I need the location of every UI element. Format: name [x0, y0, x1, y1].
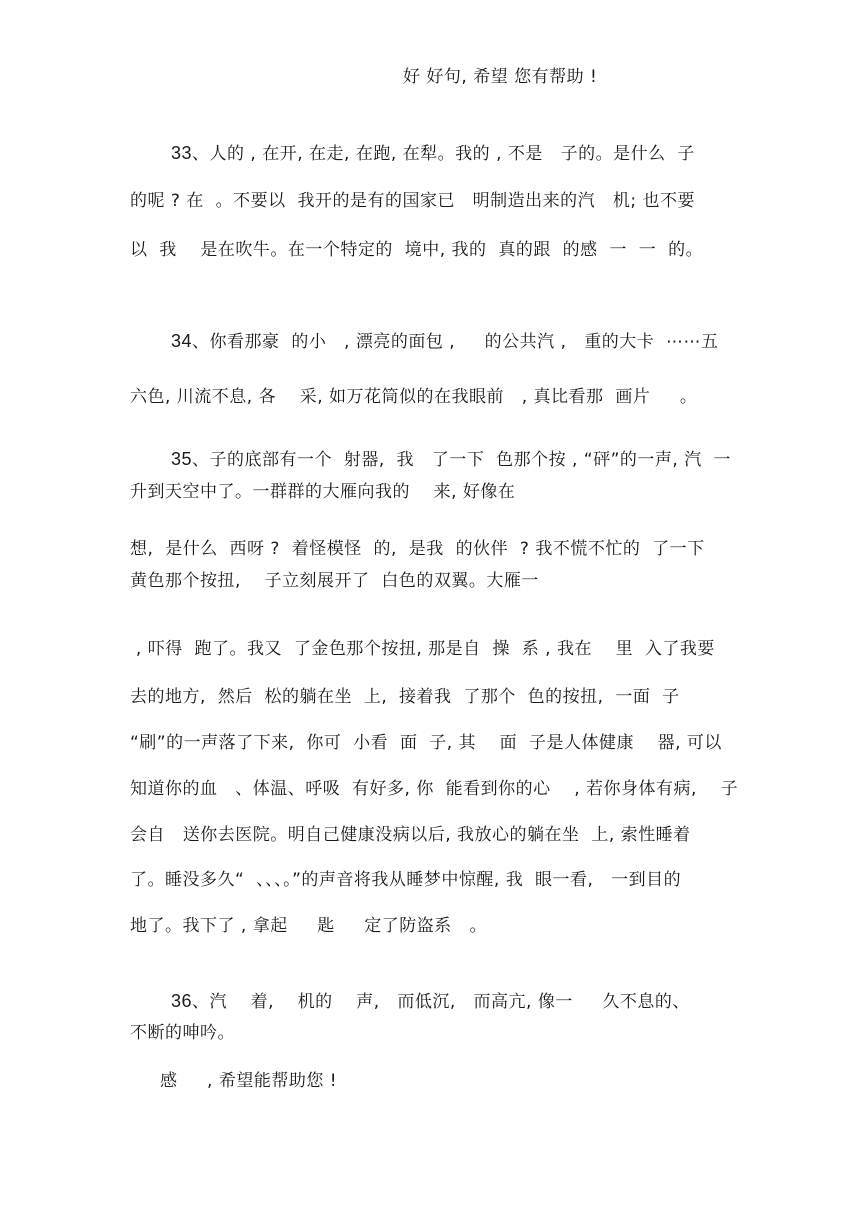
- paragraph-number: 34: [171, 331, 193, 351]
- paragraph-35-line-10: 了。睡没多久“ 、、、。”的声音将我从睡梦中惊醒, 我 眼一看, 一到目的: [130, 870, 682, 890]
- text-run: 、你看那豪 的小 , 漂亮的面包 , 的公共汽 , 重的大卡 ⋯⋯五: [192, 332, 719, 352]
- paragraph-33-line-2: 的呢 ? 在 。不要以 我开的是有的国家已 明制造出来的汽 机; 也不要: [130, 191, 695, 211]
- paragraph-35-line-11: 地了。我下了 , 拿起 匙 定了防盗系 。: [130, 916, 487, 936]
- header-line: 好 好句, 希望 您有帮助 !: [403, 67, 598, 87]
- paragraph-35-line-8: 知道你的血 、体温、呼吸 有好多, 你 能看到你的心 , 若你身体有病, 子: [130, 779, 739, 799]
- paragraph-35-line-9: 会自 送你去医院。明自己健康没病以后, 我放心的躺在坐 上, 索性睡着: [130, 825, 691, 845]
- paragraph-number: 36: [171, 991, 193, 1011]
- paragraph-number: 33: [171, 143, 193, 163]
- paragraph-36-line-2: 不断的呻吟。: [130, 1023, 235, 1043]
- paragraph-35-line-5: , 吓得 跑了。我又 了金色那个按扭, 那是自 操 系 , 我在 里 入了我要: [130, 639, 715, 659]
- text-run: 、子的底部有一个 射器, 我 了一下 色那个按 , “砰”的一声, 汽 一: [192, 450, 732, 470]
- paragraph-35-line-7: “刷”的一声落了下来, 你可 小看 面 子, 其 面 子是人体健康 器, 可以: [130, 733, 722, 753]
- paragraph-34-line-1: [171, 330, 719, 353]
- paragraph-35-line-3: 想, 是什么 西呀 ? 着怪模怪 的, 是我 的伙伴 ? 我不慌不忙的 了一下: [130, 539, 705, 559]
- paragraph-36-line-1: [171, 990, 690, 1013]
- paragraph-33-line-1: [171, 142, 695, 165]
- text-run: 、人的 , 在开, 在走, 在跑, 在犁。我的 , 不是 子的。是什么 子: [192, 144, 695, 164]
- paragraph-35-line-6: 去的地方, 然后 松的躺在坐 上, 接着我 了那个 色的按扭, 一面 子: [130, 687, 680, 707]
- paragraph-35-line-4: 黄色那个按扭, 子立刻展开了 白色的双翼。大雁一: [130, 571, 539, 591]
- footer-line: 感 , 希望能帮助您 !: [160, 1071, 338, 1091]
- paragraph-35-line-1: [171, 448, 731, 471]
- text-run: 、汽 着, 机的 声, 而低沉, 而高亢, 像一 久不息的、: [192, 992, 690, 1012]
- paragraph-35-line-2: 升到天空中了。一群群的大雁向我的 来, 好像在: [130, 482, 516, 502]
- paragraph-33-line-3: 以 我 是在吹牛。在一个特定的 境中, 我的 真的跟 的感 一 一 的。: [130, 240, 704, 260]
- paragraph-34-line-2: 六色, 川流不息, 各 采, 如万花筒似的在我眼前 , 真比看那 画片 。: [130, 387, 698, 407]
- paragraph-number: 35: [171, 449, 193, 469]
